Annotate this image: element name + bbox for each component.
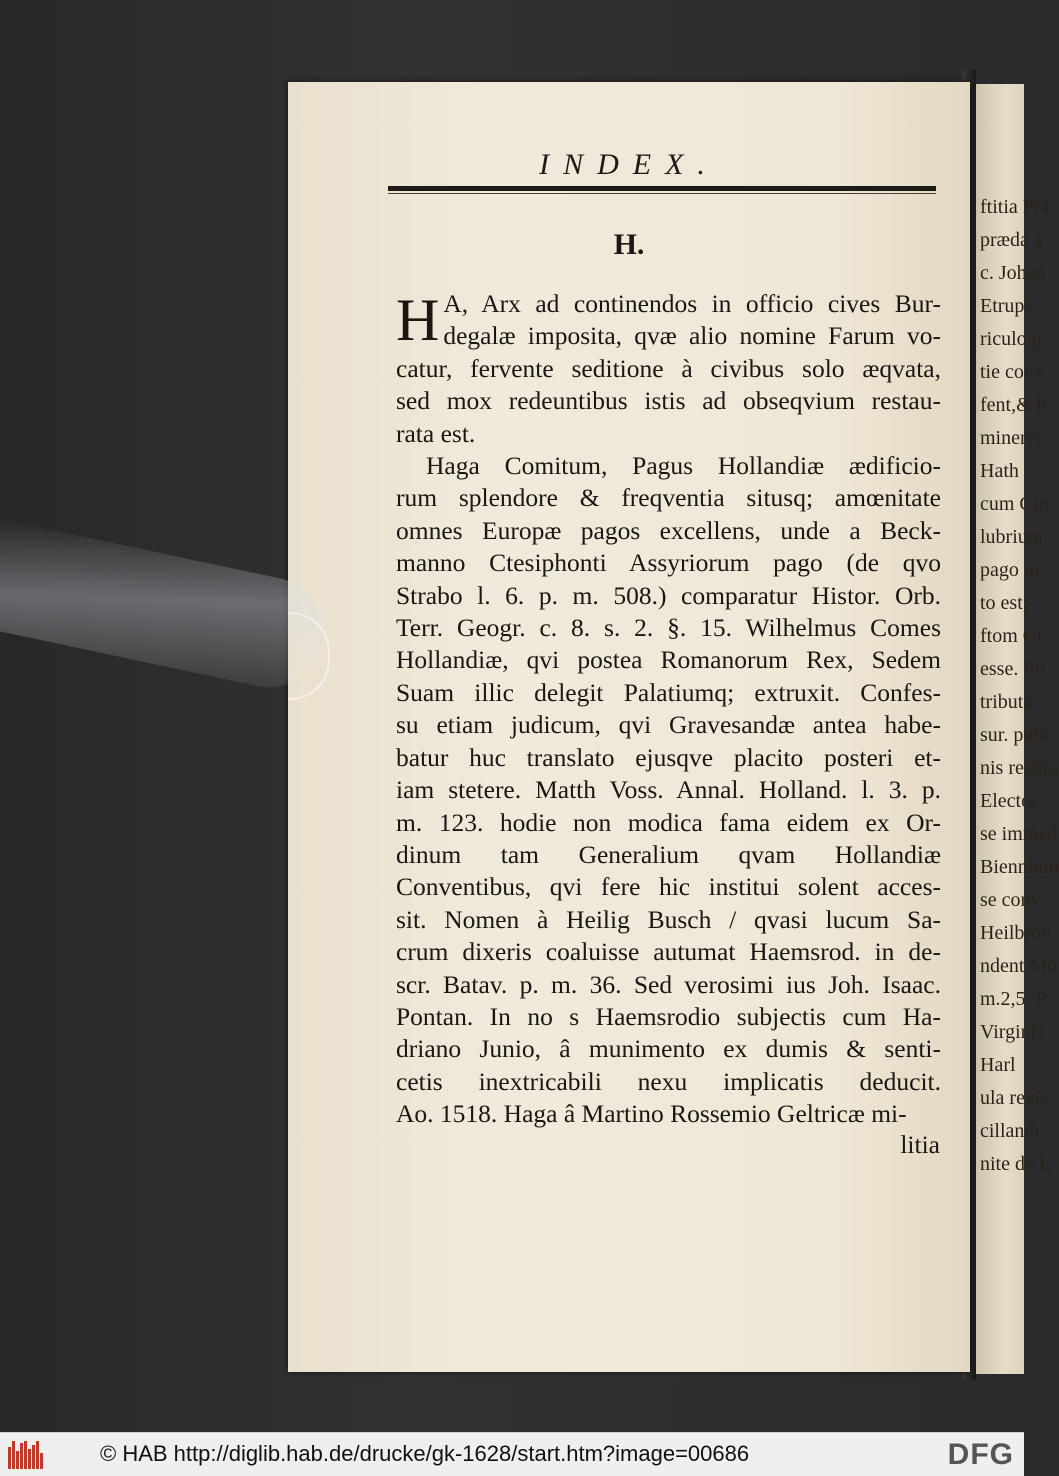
text-line: rum splendore & freqventia situsq; amœnitate xyxy=(396,483,941,513)
header-rule xyxy=(388,186,936,191)
adjacent-page-fragment: ndent Mo xyxy=(980,955,1058,977)
running-head: INDEX. xyxy=(539,148,719,181)
text-line: A, Arx ad continendos in officio cives Bur- xyxy=(443,289,941,318)
text-line: Pontan. In no s Haemsrodio subjectis cum Ha- xyxy=(396,1001,941,1031)
hab-logo-icon xyxy=(8,1441,46,1469)
text-line: degalæ imposita, qvæ alio nomine Farum vo- xyxy=(443,321,941,351)
adjacent-page-fragment: ftom Ci xyxy=(980,625,1042,647)
adjacent-page-fragment: lubrium xyxy=(980,526,1044,548)
text-line: cetis inextricabili nexu implicatis deducit. xyxy=(396,1066,941,1096)
adjacent-page-fragment: c. Johan xyxy=(980,262,1046,284)
adjacent-page-fragment: nite de L xyxy=(980,1153,1052,1175)
text-line: su etiam judicum, qvi Gravesandæ antea habe- xyxy=(396,710,941,740)
text-line: m. 123. hodie non modica fama eidem ex Or- xyxy=(396,807,941,837)
text-line: omnes Europæ pagos excellens, unde a Beck- xyxy=(396,515,941,545)
adjacent-page-fragment: to est; xyxy=(980,592,1029,614)
text-line: driano Junio, â munimento ex dumis & senti- xyxy=(396,1034,941,1064)
text-line: crum dixeris coaluisse autumat Haemsrod. in de- xyxy=(396,937,941,967)
drop-capital: H xyxy=(396,287,440,353)
text-line: Hollandiæ, qvi postea Romanorum Rex, Sedem xyxy=(396,645,941,675)
text-line: manno Ctesiphonti Assyriorum pago (de qvo xyxy=(396,548,941,578)
adjacent-page-fragment: minerer xyxy=(980,427,1043,449)
adjacent-page-fragment: riculo p xyxy=(980,328,1042,350)
adjacent-page-fragment: se immed xyxy=(980,823,1058,845)
adjacent-page-fragment: esse. Pri xyxy=(980,658,1047,680)
adjacent-page-fragment: m.2,5. R xyxy=(980,988,1049,1010)
catchword: litia xyxy=(900,1130,940,1159)
text-line: dinum tam Generalium qvam Hollandiæ xyxy=(396,839,941,869)
adjacent-page-fragment: Etrupe xyxy=(980,295,1034,317)
adjacent-page-fragment: fent,& h xyxy=(980,394,1047,416)
dfg-logo: DFG xyxy=(947,1438,1014,1471)
adjacent-page-fragment: ftitia Pra xyxy=(980,196,1050,218)
adjacent-page-fragment: nis restitu xyxy=(980,757,1059,779)
text-line: Ao. 1518. Haga â Martino Rossemio Geltricæ mi- xyxy=(396,1099,907,1129)
adjacent-page-fragment: Biennium xyxy=(980,856,1059,878)
text-line: rata est. xyxy=(396,418,476,448)
adjacent-page-fragment: cum Circ xyxy=(980,493,1054,515)
adjacent-page-fragment: Elector xyxy=(980,790,1038,812)
text-line: sit. Nomen à Heilig Busch / qvasi lucum Sa- xyxy=(396,904,941,934)
text-line: Conventibus, qvi fere hic institui solent acces- xyxy=(396,872,941,902)
text-line: Suam illic delegit Palatiumq; extruxit. Confes- xyxy=(396,677,941,707)
text-line: Terr. Geogr. c. 8. s. 2. §. 15. Wilhelmus Comes xyxy=(396,613,941,643)
viewer-footer xyxy=(0,1432,1024,1476)
text-line: Haga Comitum, Pagus Hollandiæ ædificio- xyxy=(426,451,941,481)
text-line: Strabo l. 6. p. m. 508.) comparatur Histor. Orb. xyxy=(396,580,941,610)
text-line: scr. Batav. p. m. 36. Sed verosimi ius Joh. Isaac. xyxy=(396,969,941,999)
adjacent-page-fragment: sur. publ. xyxy=(980,724,1054,746)
adjacent-page-fragment: ula regis xyxy=(980,1087,1049,1109)
index-entry-text xyxy=(396,288,941,1131)
adjacent-page-fragment: tie cons xyxy=(980,361,1042,383)
section-letter: H. xyxy=(613,228,645,261)
adjacent-page-fragment: Harl xyxy=(980,1054,1016,1076)
text-line: iam stetere. Matth Voss. Annal. Holland. l. 3. p. xyxy=(396,775,941,805)
text-line: catur, fervente seditione à civibus solo æqvata, xyxy=(396,353,941,383)
text-line: sed mox redeuntibus istis ad obseqvium restau- xyxy=(396,386,941,416)
adjacent-page-fragment: præda a xyxy=(980,229,1043,251)
adjacent-page-fragment: pago in xyxy=(980,559,1040,581)
adjacent-page-fragment: Virginis xyxy=(980,1021,1044,1043)
adjacent-page xyxy=(976,84,1059,1374)
header-rule-thin xyxy=(388,193,936,194)
book-page xyxy=(288,82,970,1372)
adjacent-page-fragment: cillande xyxy=(980,1120,1044,1142)
adjacent-page-fragment: Heilbron xyxy=(980,922,1052,944)
adjacent-page-fragment: se conv xyxy=(980,889,1041,911)
adjacent-page-fragment: tributa xyxy=(980,691,1033,713)
text-line: batur huc translato ejusqve placito posteri et- xyxy=(396,742,941,772)
source-link[interactable]: © HAB http://diglib.hab.de/drucke/gk-1628/start.htm?image=00686 xyxy=(100,1441,750,1466)
adjacent-page-fragment: Hath xyxy=(980,460,1019,482)
